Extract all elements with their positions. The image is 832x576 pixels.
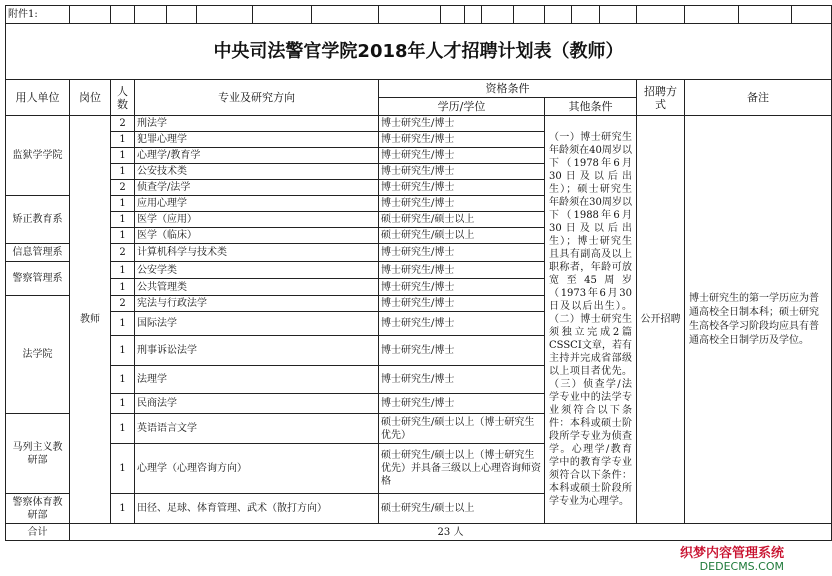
education-cell: 博士研究生/博士	[379, 394, 545, 414]
watermark-line1: 织梦内容管理系统	[679, 546, 784, 561]
major-cell: 公安学类	[135, 262, 379, 279]
total-label: 合计	[6, 524, 70, 541]
unit-cell: 矫正教育系	[6, 196, 70, 244]
header-remarks: 备注	[685, 80, 832, 116]
recruitment-table	[5, 5, 832, 541]
count-cell: 1	[111, 262, 135, 279]
position-cell: 教师	[70, 116, 111, 524]
education-cell: 博士研究生/博士	[379, 366, 545, 394]
unit-cell: 监狱学学院	[6, 116, 70, 196]
other-conditions: （一）博士研究生年龄须在40周岁以下（1978年6月30日及以后出生）；硕士研究生年龄须在30周岁以下（1988年6月30日及以后出生）；博士研究生且具有副高及以上职称者，年龄可放宽至45周岁（1973年6月30日及以后出生）。（二）博士研究生须独立完成2篇CSSCI文章，若有主持并完成省部级以上项目者优先。（三）侦查学/法学专业中的法学专业须符合以下条件：本科或硕士阶段所学专业为侦查学。心理学/教育学中的教育学专业须符合以下条件：本科或硕士阶段所学专业为心理学。	[545, 116, 637, 524]
education-cell: 博士研究生/博士	[379, 164, 545, 180]
major-cell: 心理学/教育学	[135, 148, 379, 164]
major-cell: 国际法学	[135, 312, 379, 336]
count-cell: 1	[111, 494, 135, 524]
count-cell: 1	[111, 212, 135, 228]
count-cell: 1	[111, 148, 135, 164]
count-cell: 2	[111, 180, 135, 196]
header-unit: 用人单位	[6, 80, 70, 116]
unit-cell: 警察管理系	[6, 262, 70, 296]
count-cell: 1	[111, 336, 135, 366]
unit-cell: 警察体育教研部	[6, 494, 70, 524]
education-cell: 博士研究生/博士	[379, 279, 545, 296]
header-other: 其他条件	[545, 98, 637, 116]
major-cell: 民商法学	[135, 394, 379, 414]
unit-cell: 信息管理系	[6, 244, 70, 262]
count-cell: 1	[111, 132, 135, 148]
unit-cell: 马列主义教研部	[6, 414, 70, 494]
education-cell: 博士研究生/博士	[379, 296, 545, 312]
major-cell: 宪法与行政法学	[135, 296, 379, 312]
count-cell: 1	[111, 312, 135, 336]
count-cell: 1	[111, 164, 135, 180]
major-cell: 刑事诉讼法学	[135, 336, 379, 366]
unit-cell: 法学院	[6, 296, 70, 414]
header-method: 招聘方式	[637, 80, 685, 116]
header-qualifications: 资格条件	[379, 80, 637, 98]
education-cell: 硕士研究生/硕士以上（博士研究生优先）	[379, 414, 545, 444]
count-cell: 1	[111, 444, 135, 494]
attachment-label: 附件1:	[6, 6, 70, 24]
education-cell: 博士研究生/博士	[379, 312, 545, 336]
major-cell: 医学（应用）	[135, 212, 379, 228]
remarks-cell: 博士研究生的第一学历应为普通高校全日制本科；硕士研究生高校各学习阶段均应具有普通高校全日制学历及学位。	[685, 116, 832, 524]
education-cell: 博士研究生/博士	[379, 262, 545, 279]
education-cell: 博士研究生/博士	[379, 244, 545, 262]
education-cell: 博士研究生/博士	[379, 132, 545, 148]
major-cell: 公安技术类	[135, 164, 379, 180]
education-cell: 博士研究生/博士	[379, 336, 545, 366]
education-cell: 博士研究生/博士	[379, 116, 545, 132]
recruitment-document	[5, 5, 819, 541]
count-cell: 1	[111, 414, 135, 444]
major-cell: 刑法学	[135, 116, 379, 132]
count-cell: 2	[111, 244, 135, 262]
count-cell: 2	[111, 116, 135, 132]
count-cell: 1	[111, 228, 135, 244]
education-cell: 硕士研究生/硕士以上（博士研究生优先）并具备三级以上心理咨询师资格	[379, 444, 545, 494]
watermark	[680, 547, 784, 573]
method-cell: 公开招聘	[637, 116, 685, 524]
major-cell: 田径、足球、体育管理、武术（散打方向）	[135, 494, 379, 524]
education-cell: 硕士研究生/硕士以上	[379, 228, 545, 244]
header-major: 专业及研究方向	[135, 80, 379, 116]
page-title: 中央司法警官学院2018年人才招聘计划表（教师）	[6, 24, 832, 80]
major-cell: 公共管理类	[135, 279, 379, 296]
count-cell: 2	[111, 296, 135, 312]
major-cell: 心理学（心理咨询方向）	[135, 444, 379, 494]
major-cell: 应用心理学	[135, 196, 379, 212]
count-cell: 1	[111, 394, 135, 414]
count-cell: 1	[111, 279, 135, 296]
education-cell: 博士研究生/博士	[379, 148, 545, 164]
major-cell: 侦查学/法学	[135, 180, 379, 196]
education-cell: 博士研究生/博士	[379, 180, 545, 196]
header-count: 人数	[111, 80, 135, 116]
watermark-line2: DEDECMS.COM	[699, 560, 784, 573]
count-cell: 1	[111, 196, 135, 212]
count-cell: 1	[111, 366, 135, 394]
education-cell: 博士研究生/博士	[379, 196, 545, 212]
major-cell: 计算机科学与技术类	[135, 244, 379, 262]
major-cell: 英语语言文学	[135, 414, 379, 444]
major-cell: 犯罪心理学	[135, 132, 379, 148]
major-cell: 法理学	[135, 366, 379, 394]
header-position: 岗位	[70, 80, 111, 116]
header-education: 学历/学位	[379, 98, 545, 116]
education-cell: 硕士研究生/硕士以上	[379, 494, 545, 524]
major-cell: 医学（临床）	[135, 228, 379, 244]
education-cell: 硕士研究生/硕士以上	[379, 212, 545, 228]
total-value: 23 人	[70, 524, 832, 541]
